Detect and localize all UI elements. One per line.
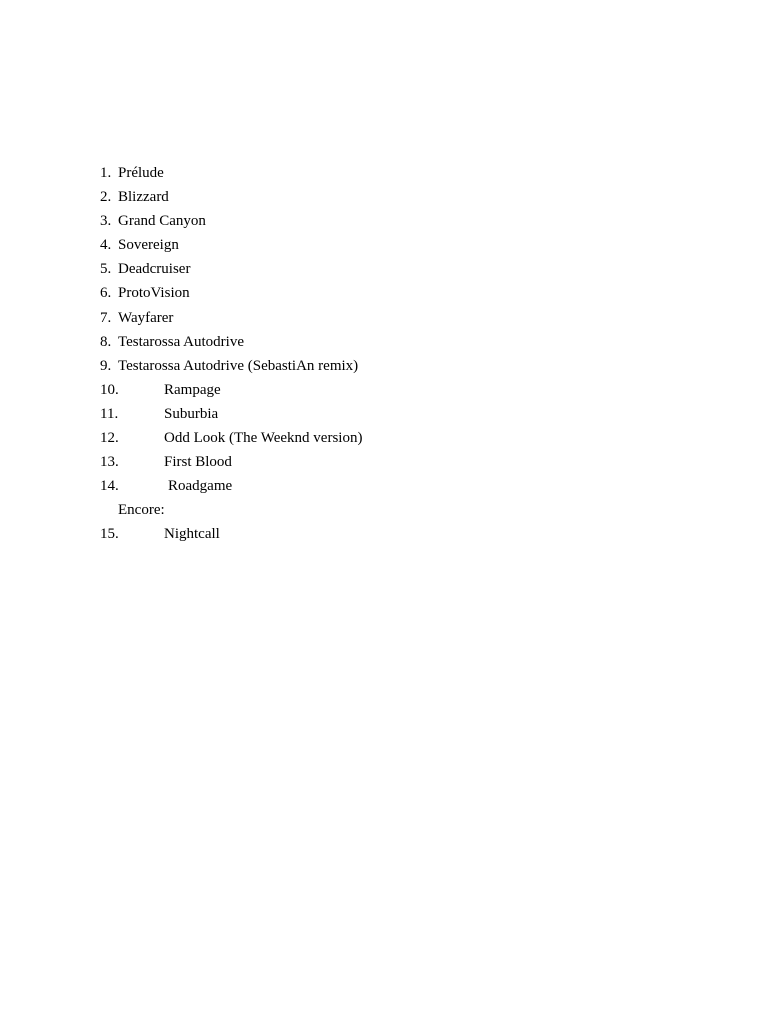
track-title: Odd Look (The Weeknd version) <box>164 430 363 447</box>
list-item <box>100 450 232 474</box>
list-item <box>100 378 221 402</box>
track-title: Roadgame <box>168 478 233 495</box>
track-number: 5. <box>100 261 112 278</box>
list-item <box>100 281 190 305</box>
track-number: 13. <box>100 454 119 471</box>
track-title: Testarossa Autodrive (SebastiAn remix) <box>118 357 359 374</box>
encore-heading <box>100 498 165 522</box>
track-number: 9. <box>100 357 112 374</box>
track-title: Nightcall <box>164 526 220 543</box>
track-title: Prélude <box>118 165 164 181</box>
list-item <box>100 522 220 546</box>
list-item <box>100 354 359 378</box>
track-number: 3. <box>100 213 112 230</box>
list-item <box>100 474 233 498</box>
list-item <box>100 330 245 354</box>
track-number: 14. <box>100 478 119 495</box>
track-title: Blizzard <box>118 189 169 206</box>
track-number: 8. <box>100 333 112 350</box>
setlist <box>100 161 363 547</box>
list-item <box>100 257 191 281</box>
track-number: 2. <box>100 189 112 206</box>
track-title: ProtoVision <box>118 285 190 302</box>
track-title: Sovereign <box>118 237 179 254</box>
track-title: Wayfarer <box>118 309 174 326</box>
track-number: 11. <box>100 405 119 422</box>
track-title: Suburbia <box>164 405 219 422</box>
list-item <box>100 233 179 257</box>
list-item <box>100 402 219 426</box>
list-item <box>100 209 206 233</box>
list-item <box>100 185 169 209</box>
list-item <box>100 306 174 330</box>
list-item <box>100 161 164 185</box>
track-title: Rampage <box>164 381 221 398</box>
track-number: 6. <box>100 285 112 302</box>
track-number: 1. <box>100 165 112 181</box>
track-number: 12. <box>100 430 119 447</box>
encore-label: Encore: <box>118 502 165 519</box>
track-title: Deadcruiser <box>118 261 191 278</box>
track-title: First Blood <box>164 454 232 471</box>
track-number: 15. <box>100 526 119 543</box>
track-number: 4. <box>100 237 112 254</box>
list-item <box>100 426 363 450</box>
track-number: 7. <box>100 309 112 326</box>
track-title: Testarossa Autodrive <box>118 333 245 350</box>
track-title: Grand Canyon <box>118 213 206 230</box>
track-number: 10. <box>100 381 119 398</box>
